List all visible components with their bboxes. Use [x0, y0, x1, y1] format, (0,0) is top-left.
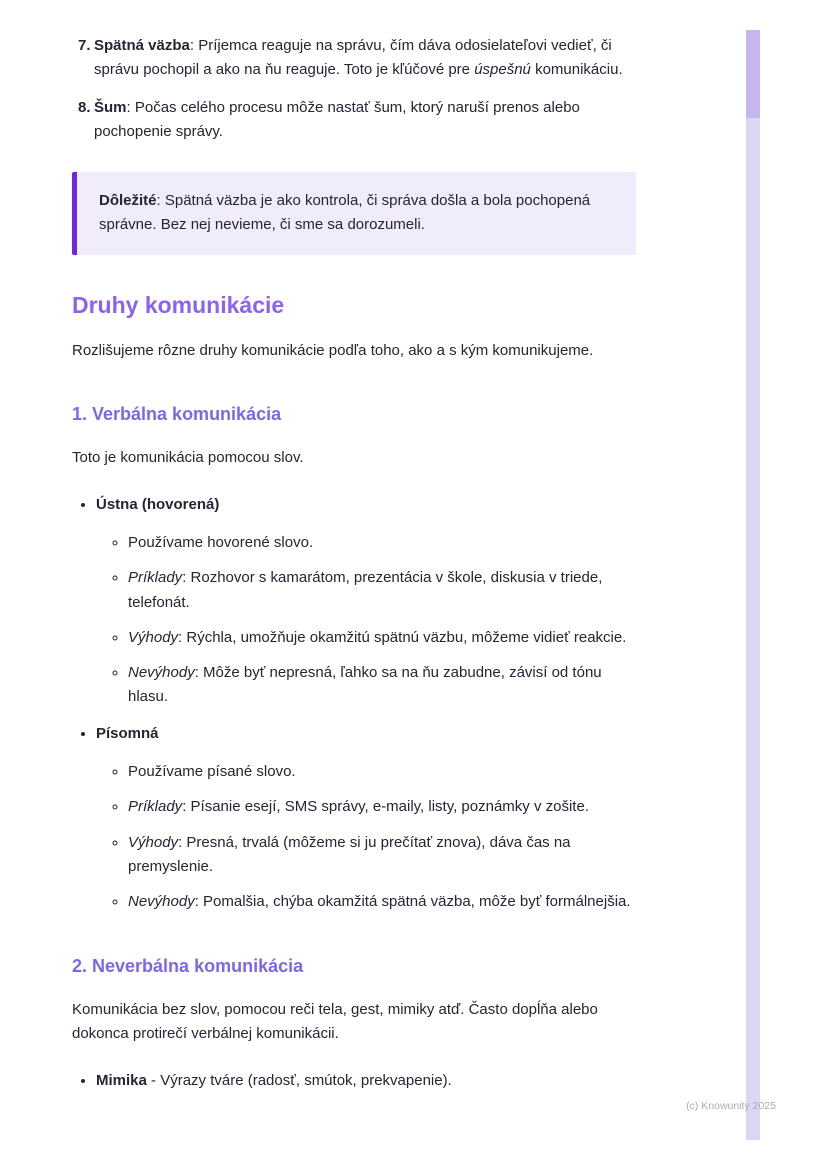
list-number: 8. [78, 98, 91, 116]
list-item-text: Používame hovorené slovo. [128, 533, 314, 551]
list-item [128, 626, 636, 650]
list-item [128, 661, 636, 710]
list-item-spatna-vazba [72, 34, 636, 83]
section-heading-druhy-komunikacie: Druhy komunikácie [72, 291, 285, 318]
verbalna-list [72, 493, 636, 915]
numbered-list [72, 34, 636, 144]
subsection-heading-verbalna: 1. Verbálna komunikácia [72, 403, 282, 424]
list-item-text: Nevýhody: Môže byť nepresná, ľahko sa na ňu zabudne, závisí od tónu hlasu. [128, 664, 602, 706]
list-item-text: Výhody: Presná, trvalá (môžeme si ju prečítať znova), dáva čas na premyslenie. [128, 833, 571, 875]
list-item-text: Mimika - Výrazy tváre (radosť, smútok, prekvapenie). [96, 1071, 452, 1089]
list-item [128, 531, 636, 555]
list-item-sum [72, 96, 636, 145]
group-title-ustna: Ústna (hovorená) [96, 495, 220, 513]
neverbalna-list [72, 1069, 636, 1093]
intro-paragraph: Rozlišujeme rôzne druhy komunikácie podľa toho, ako a s kým komunikujeme. [72, 341, 594, 359]
list-item-text: Príklady: Písanie esejí, SMS správy, e-maily, listy, poznámky v zošite. [128, 798, 589, 816]
list-item-ustna [96, 493, 636, 710]
list-item-pisomna [96, 722, 636, 915]
list-item-text: Výhody: Rýchla, umožňuje okamžitú spätnú väzbu, môžeme vidieť reakcie. [128, 628, 627, 646]
list-number: 7. [78, 37, 91, 54]
list-item-mimika [96, 1069, 636, 1093]
verbalna-lead-paragraph: Toto je komunikácia pomocou slov. [72, 449, 304, 467]
list-item [128, 566, 636, 615]
scrollbar-track[interactable] [746, 30, 760, 1140]
list-item [128, 890, 636, 914]
document-content [72, 0, 636, 1105]
ustna-sublist [96, 531, 636, 710]
list-item [128, 795, 636, 819]
list-item [128, 831, 636, 880]
callout-important [72, 172, 636, 255]
list-item-text: Príklady: Rozhovor s kamarátom, prezentácia v škole, diskusia v triede, telefonát. [128, 569, 603, 611]
pisomna-sublist [96, 760, 636, 914]
footer-copyright: (c) Knowunity 2025 [686, 1100, 776, 1112]
list-item-text: Nevýhody: Pomalšia, chýba okamžitá spätná väzba, môže byť formálnejšia. [128, 893, 631, 911]
scrollbar-thumb[interactable] [746, 30, 760, 118]
callout-text: Dôležité: Spätná väzba je ako kontrola, či správa došla a bola pochopená správne. Bez nej nevieme, či sme sa dorozumeli. [99, 192, 591, 234]
neverbalna-lead-paragraph: Komunikácia bez slov, pomocou reči tela, gest, mimiky atď. Často dopĺňa alebo dokonca protirečí verbálnej komunikácii. [72, 1000, 598, 1043]
list-item-text: Spätná väzba: Príjemca reaguje na správu, čím dáva odosielateľovi vedieť, či správu pochopil a ako na ňu reaguje. Toto je kľúčové pre úspešnú komunikáciu. [94, 37, 623, 79]
list-item-text: Šum: Počas celého procesu môže nastať šum, ktorý naruší prenos alebo pochopenie správy. [94, 98, 580, 140]
subsection-heading-neverbalna: 2. Neverbálna komunikácia [72, 955, 304, 976]
list-item-text: Používame písané slovo. [128, 763, 296, 781]
group-title-pisomna: Písomná [96, 724, 159, 742]
list-item [128, 760, 636, 784]
